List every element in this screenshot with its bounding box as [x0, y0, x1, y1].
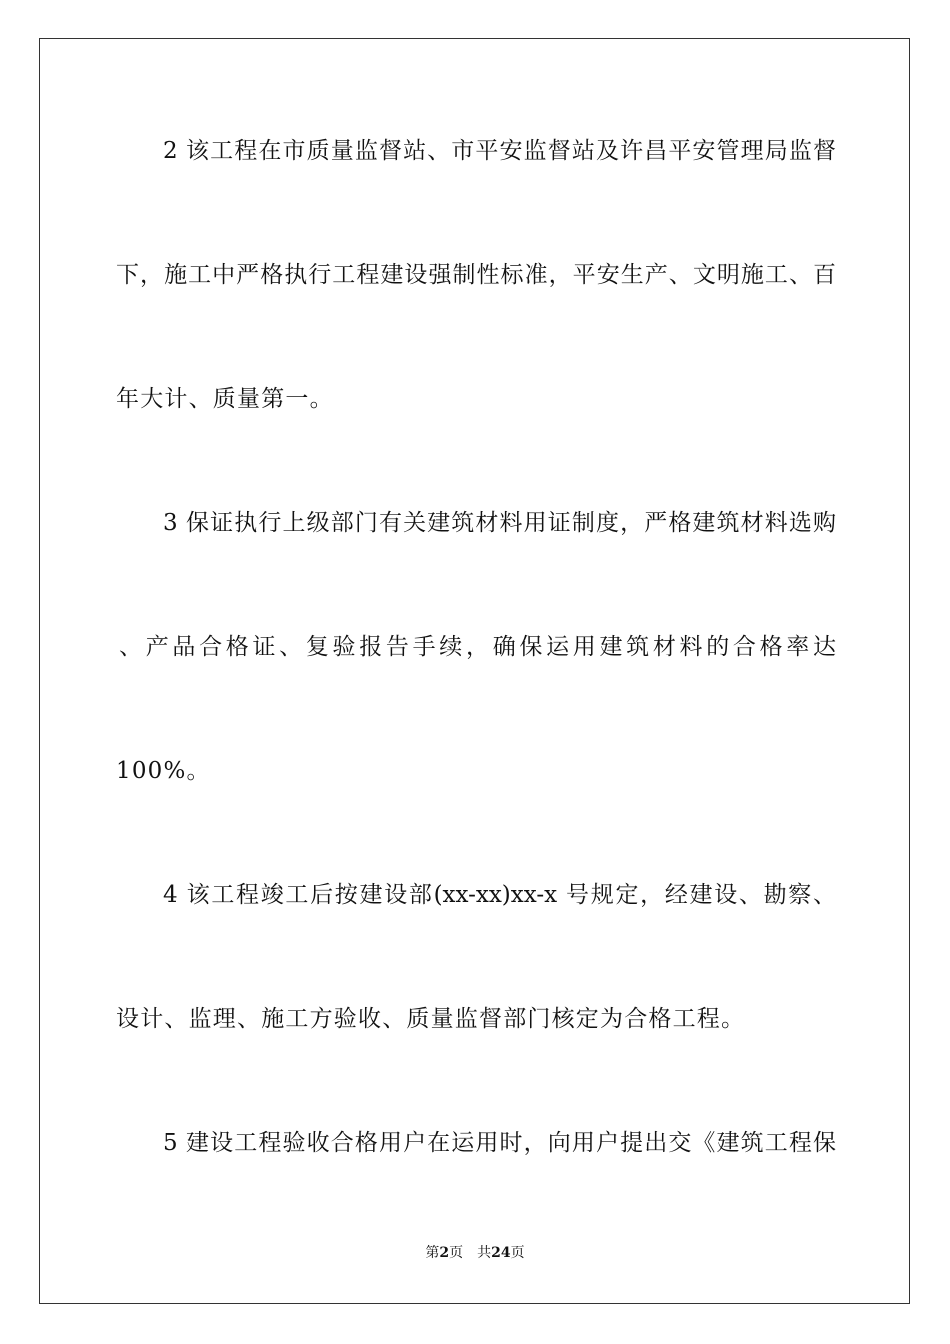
paragraph-2-line-3: 年大计、质量第一。 [116, 386, 334, 412]
total-prefix: 共 [477, 1245, 492, 1261]
total-suffix: 页 [510, 1245, 525, 1261]
paragraph-4-line-2: 设计、监理、施工方验收、质量监督部门核定为合格工程。 [116, 1006, 746, 1032]
page-border [39, 38, 910, 1304]
paragraph-3-line-3: 100%。 [116, 758, 211, 784]
page-prefix: 第 [425, 1245, 440, 1261]
page-suffix: 页 [449, 1245, 464, 1261]
paragraph-3-line-2: 、产品合格证、复验报告手续，确保运用建筑材料的合格率达 [119, 634, 836, 660]
page-total: 24 [491, 1245, 511, 1261]
page-footer [0, 1244, 950, 1262]
paragraph-3-line-1: 3 保证执行上级部门有关建筑材料用证制度，严格建筑材料选购 [163, 510, 836, 536]
paragraph-5-line-1: 5 建设工程验收合格用户在运用时，向用户提出交《建筑工程保 [163, 1130, 836, 1156]
paragraph-2-line-2: 下，施工中严格执行工程建设强制性标准，平安生产、文明施工、百 [116, 262, 836, 288]
paragraph-4-line-1: 4 该工程竣工后按建设部(xx-xx)xx-x 号规定，经建设、勘察、 [163, 882, 836, 908]
paragraph-2-line-1: 2 该工程在市质量监督站、市平安监督站及许昌平安管理局监督 [163, 138, 836, 164]
page-current: 2 [439, 1245, 450, 1261]
